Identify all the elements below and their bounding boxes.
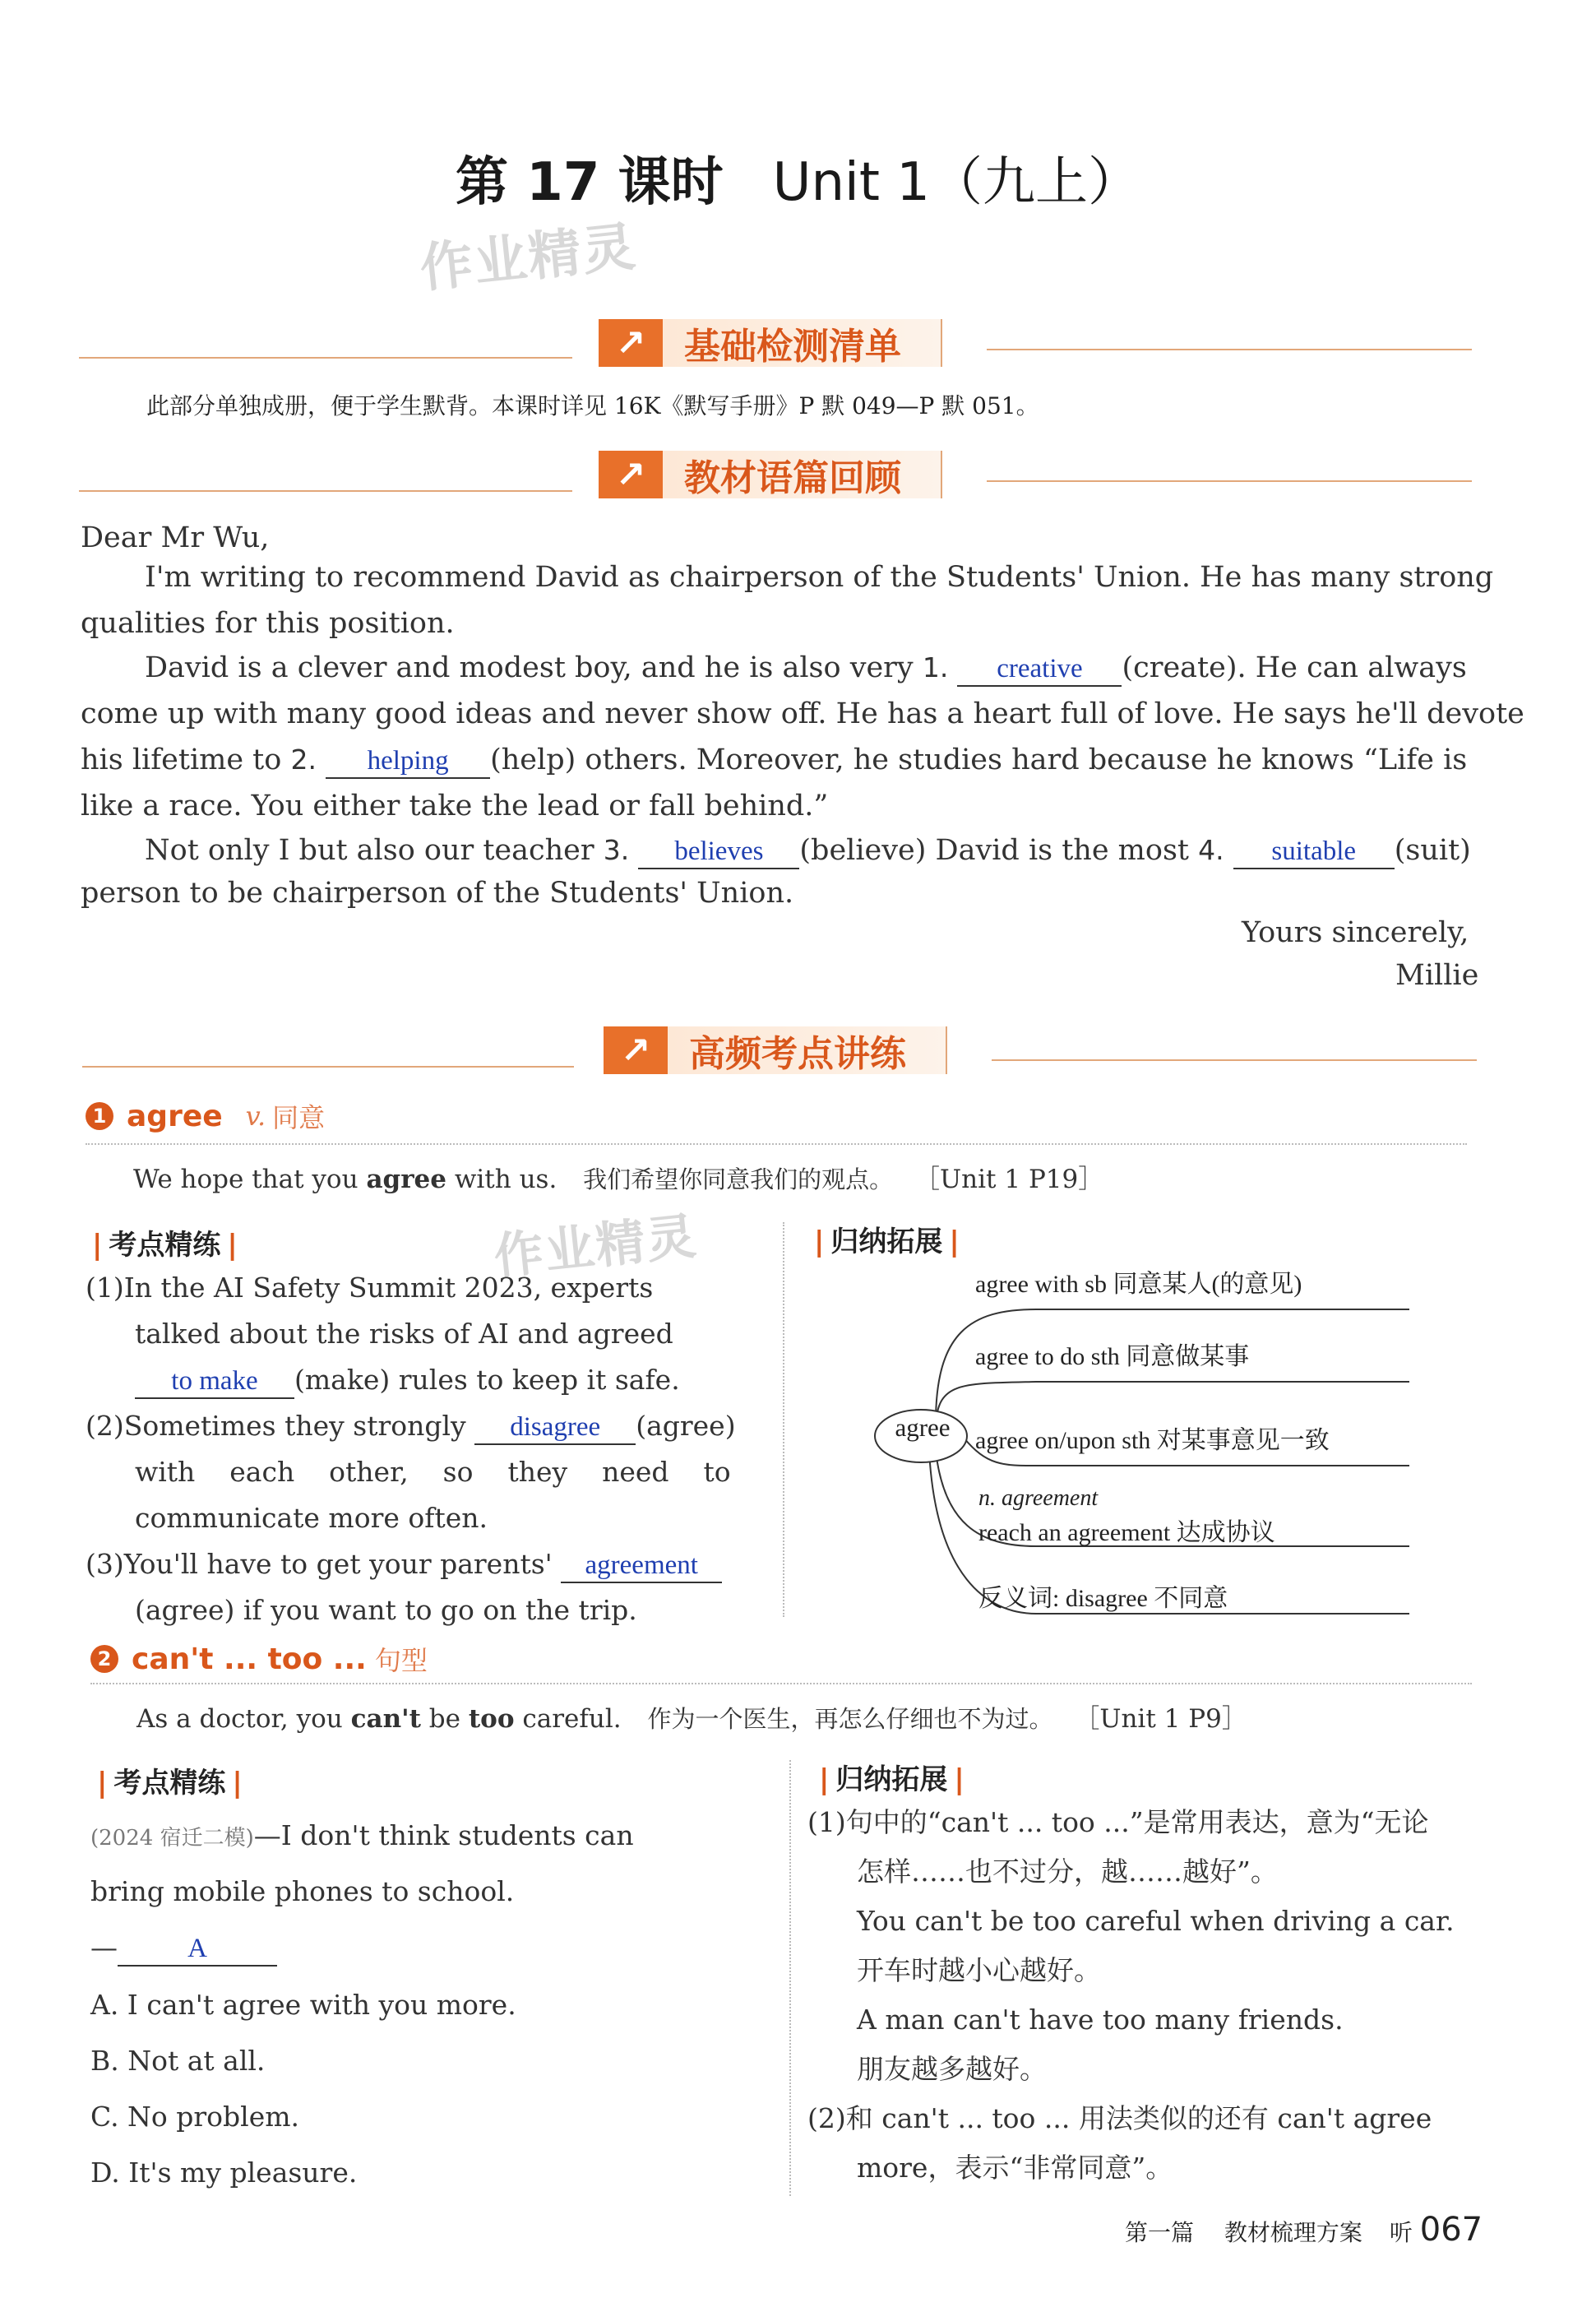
question-line: — A — [90, 1925, 277, 1971]
expand-line: 开车时越小心越好。 — [857, 1954, 1101, 1986]
letter-line: his lifetime to 2. helping (help) others. Moreover, he studies hard because he knows “Life is — [81, 737, 1467, 783]
example-sentence: We hope that you agree with us. 我们希望你同意我们的观点。 ［Unit 1 P19］ — [133, 1165, 1104, 1194]
arrow-icon: ↗ — [599, 451, 663, 498]
mind-map — [863, 1283, 1439, 1628]
mind-map-branch: 反义词: disagree 不同意 — [978, 1585, 1228, 1612]
page-number: 067 — [1419, 2211, 1483, 2249]
unit-label: Unit 1（九上） — [772, 152, 1140, 213]
point-number: 1 — [86, 1102, 113, 1130]
mind-map-branch: agree with sb 同意某人(的意见) — [975, 1271, 1302, 1298]
answer-blank: believes — [638, 835, 799, 869]
section-title: 高频考点讲练 — [668, 1026, 947, 1074]
arrow-icon: ↗ — [599, 319, 663, 367]
expand-heading: | 归纳拓展 | — [819, 1763, 965, 1796]
point-word: agree — [127, 1099, 223, 1133]
divider — [987, 349, 1472, 350]
letter-closing: Yours sincerely, — [1242, 916, 1469, 949]
expand-line: (1)句中的“can't ... too ...”是常用表达，意为“无论 — [807, 1806, 1429, 1838]
expand-line: 怎样……也不过分，越……越好”。 — [857, 1855, 1278, 1888]
arrow-icon: ↗ — [604, 1026, 668, 1074]
blank-number: 3. — [603, 834, 630, 866]
divider — [86, 1143, 1467, 1145]
question-line: (1)In the AI Safety Summit 2023, experts — [86, 1272, 654, 1304]
letter-signature: Millie — [1395, 959, 1479, 992]
answer-blank: helping — [326, 744, 490, 779]
divider — [992, 1059, 1477, 1061]
point-word: can't ... too ... — [132, 1642, 367, 1676]
letter-line: come up with many good ideas and never show off. He has a heart full of love. He says he'll devote — [81, 697, 1524, 730]
mind-map-branch: reach an agreement 达成协议 — [978, 1519, 1275, 1546]
key-point-heading — [86, 1097, 325, 1135]
mind-map-branch: agree to do sth 同意做某事 — [975, 1343, 1250, 1370]
point-number: 2 — [90, 1645, 118, 1673]
answer-blank: disagree — [474, 1411, 636, 1445]
expand-line: (2)和 can't ... too ... 用法类似的还有 can't agree — [807, 2102, 1432, 2134]
divider — [90, 1683, 1472, 1684]
letter-line: Not only I but also our teacher 3. believes (believe) David is the most 4. suitable (suit) — [145, 827, 1471, 873]
answer-blank: to make — [135, 1364, 294, 1399]
answer-blank: A — [118, 1932, 277, 1967]
blank-number: 2. — [290, 744, 317, 776]
part-of-speech: v. — [245, 1100, 266, 1132]
answer-blank: suitable — [1233, 835, 1395, 869]
footer-book: 教材梳理方案 — [1224, 2219, 1362, 2246]
question-line: bring mobile phones to school. — [90, 1875, 515, 1907]
footer-part: 第一篇 — [1125, 2219, 1195, 2246]
question-line: (3)You'll have to get your parents' agreement — [86, 1541, 722, 1587]
divider — [79, 357, 572, 359]
column-divider — [789, 1760, 791, 2196]
watermark: 作业精灵 — [417, 216, 640, 300]
question-line: (agree) if you want to go on the trip. — [135, 1594, 637, 1626]
mind-map-branch: n. agreement — [978, 1485, 1099, 1511]
page-footer — [1125, 2211, 1483, 2249]
option-b: B. Not at all. — [90, 2045, 266, 2077]
footer-listen: 听 — [1389, 2219, 1413, 2246]
letter-greeting: Dear Mr Wu, — [81, 521, 270, 554]
page-title — [0, 140, 1596, 215]
question-source: (2024 宿迁二模) — [90, 1826, 254, 1851]
expand-line: 朋友越多越好。 — [857, 2053, 1047, 2085]
watermark: 作业精灵 — [491, 1207, 701, 1286]
example-sentence: As a doctor, you can't be too careful. 作为一个医生，再怎么仔细也不为过。 ［Unit 1 P9］ — [136, 1704, 1247, 1734]
letter-line: I'm writing to recommend David as chairperson of the Students' Union. He has many strong — [145, 561, 1494, 594]
point-meaning: 句型 — [374, 1645, 428, 1676]
point-meaning: 同意 — [272, 1102, 326, 1133]
section-banner-key-points — [604, 1026, 947, 1074]
column-divider — [783, 1222, 784, 1617]
question-line: talked about the risks of AI and agreed — [135, 1318, 673, 1350]
section-banner-text-review — [599, 451, 942, 498]
branch-line — [936, 1382, 1409, 1423]
section-title: 教材语篇回顾 — [663, 451, 942, 498]
question-line: with each other, so they need to — [135, 1456, 731, 1488]
letter-line: qualities for this position. — [81, 607, 455, 640]
letter-line: person to be chairperson of the Students' Union. — [81, 877, 794, 910]
option-a: A. I can't agree with you more. — [90, 1989, 516, 2021]
mind-map-center-label: agree — [895, 1413, 951, 1442]
blank-number: 1. — [922, 651, 949, 683]
blank-number: 4. — [1198, 834, 1224, 866]
expand-heading: | 归纳拓展 | — [814, 1225, 960, 1258]
question-line: (2)Sometimes they strongly disagree (agree) — [86, 1403, 736, 1449]
key-point-heading — [90, 1640, 428, 1678]
divider — [82, 1066, 574, 1068]
expand-line: A man can't have too many friends. — [857, 2004, 1344, 2036]
divider — [79, 490, 572, 492]
option-d: D. It's my pleasure. — [90, 2157, 358, 2189]
practice-heading: | 考点精练 | — [97, 1767, 243, 1800]
question-line: communicate more often. — [135, 1502, 488, 1534]
answer-blank: creative — [957, 652, 1122, 687]
section-note: 此部分单独成册，便于学生默背。本课时详见 16K《默写手册》P 默 049—P 默 051。 — [146, 392, 1039, 419]
mind-map-branch: agree on/upon sth 对某事意见一致 — [975, 1427, 1330, 1454]
expand-line: more，表示“非常同意”。 — [857, 2152, 1173, 2184]
question-line: to make (make) rules to keep it safe. — [135, 1357, 680, 1403]
section-title: 基础检测清单 — [663, 319, 942, 367]
section-banner-basics — [599, 319, 942, 367]
practice-heading: | 考点精练 | — [92, 1229, 238, 1262]
letter-line: like a race. You either take the lead or fall behind.” — [81, 790, 829, 822]
divider — [987, 480, 1472, 482]
option-c: C. No problem. — [90, 2101, 300, 2133]
answer-blank: agreement — [561, 1549, 722, 1583]
lesson-label: 第 17 课时 — [456, 152, 724, 213]
expand-line: You can't be too careful when driving a car. — [857, 1905, 1455, 1937]
letter-line: David is a clever and modest boy, and he is also very 1. creative (create). He can always — [145, 645, 1467, 691]
question-line: (2024 宿迁二模)—I don't think students can — [90, 1819, 634, 1851]
